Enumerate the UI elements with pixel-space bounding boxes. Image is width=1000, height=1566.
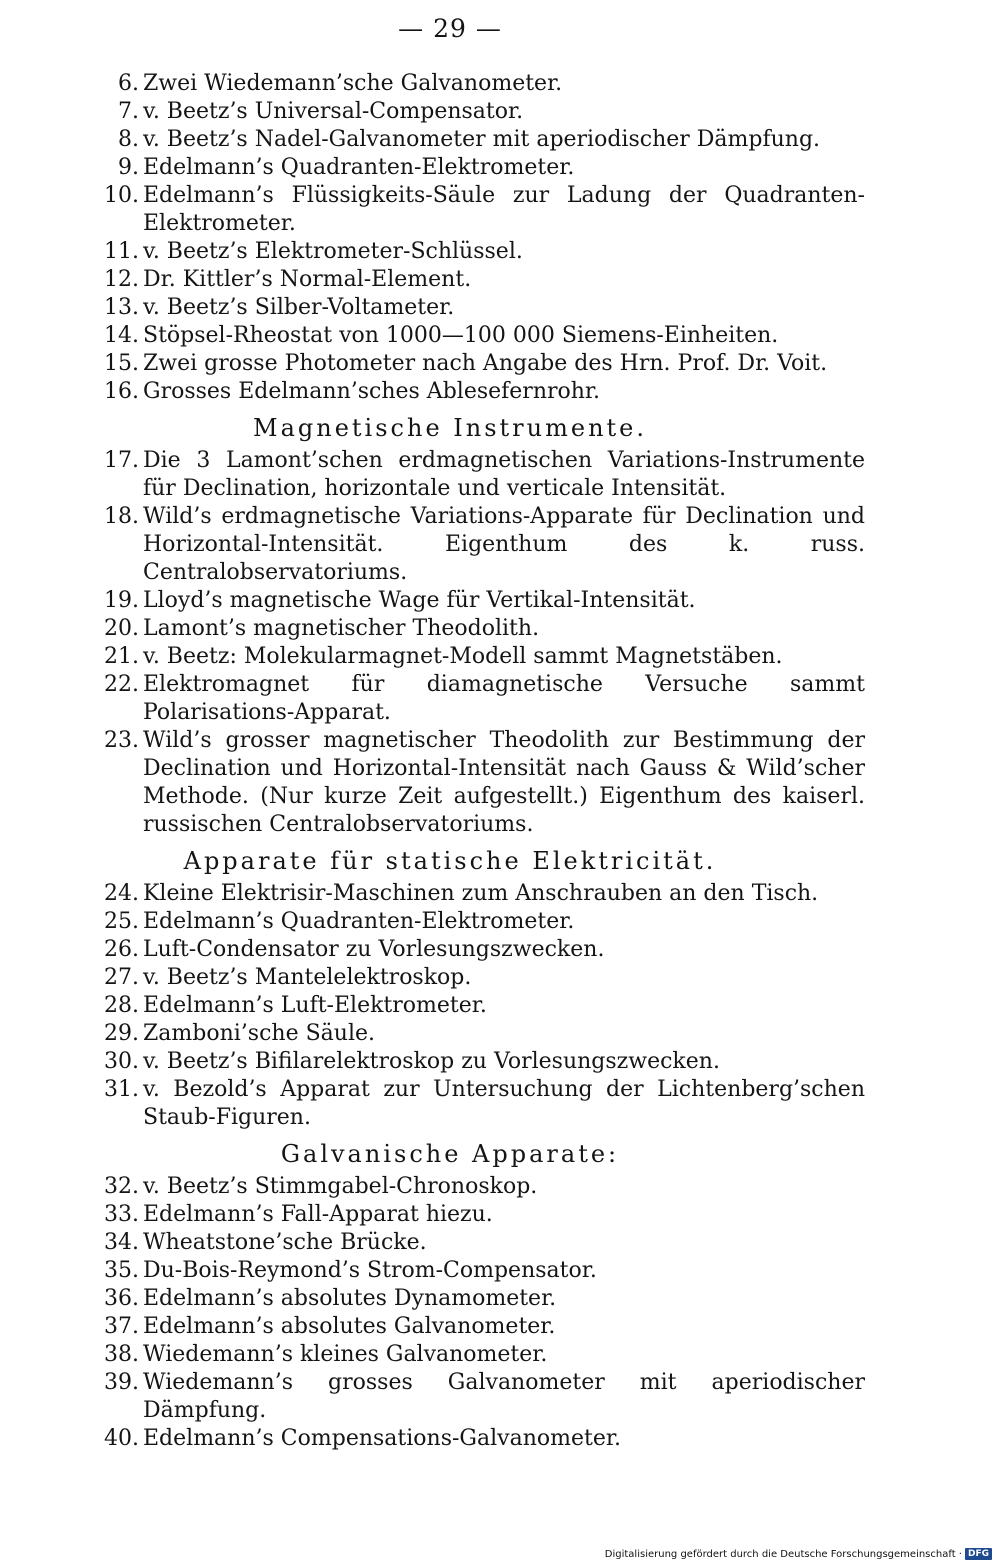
list-item (0, 378, 1000, 406)
item-number: 25. (104, 909, 139, 934)
item-number: 40. (104, 1426, 139, 1451)
item-number: 26. (104, 937, 139, 962)
item-text: Luft-Condensator zu Vorlesungszwecken. (143, 937, 605, 962)
item-number: 38. (104, 1342, 139, 1367)
item-text: Elektromagnet für diamagnetische Versuche sammt Polarisations-Apparat. (143, 672, 865, 725)
item-number: 24. (104, 881, 139, 906)
item-number: 14. (104, 323, 139, 348)
item-number: 8. (118, 127, 139, 152)
list-item (0, 266, 1000, 294)
item-text: Edelmann’s Fall-Apparat hiezu. (143, 1202, 493, 1227)
item-number: 19. (104, 588, 139, 613)
list-section (0, 70, 1000, 406)
item-number: 39. (104, 1370, 139, 1395)
item-number: 31. (104, 1077, 139, 1102)
item-text: Grosses Edelmann’sches Ablesefernrohr. (143, 379, 601, 404)
item-text: Wiedemann’s kleines Galvanometer. (143, 1342, 548, 1367)
list-item (0, 1341, 1000, 1369)
item-number: 18. (104, 504, 139, 529)
item-text: Stöpsel-Rheostat von 1000—100 000 Siemens-Einheiten. (143, 323, 779, 348)
list-item (0, 880, 1000, 908)
item-text: Lloyd’s magnetische Wage für Vertikal-Intensität. (143, 588, 696, 613)
section-heading: Apparate für statische Elektricität. (183, 847, 717, 875)
list-item (0, 936, 1000, 964)
item-number: 29. (104, 1021, 139, 1046)
item-text: Edelmann’s Luft-Elektrometer. (143, 993, 487, 1018)
list-item (0, 1369, 1000, 1425)
section-heading: Galvanische Apparate: (280, 1140, 620, 1168)
item-number: 32. (104, 1174, 139, 1199)
item-text: Dr. Kittler’s Normal-Element. (143, 267, 472, 292)
item-text: v. Beetz’s Silber-Voltameter. (143, 295, 455, 320)
list-item (0, 70, 1000, 98)
item-number: 9. (118, 155, 139, 180)
digitization-footer (605, 1548, 992, 1560)
section-heading: Magnetische Instrumente. (253, 414, 647, 442)
list-item (0, 1257, 1000, 1285)
item-number: 30. (104, 1049, 139, 1074)
footer-credit-text: Digitalisierung gefördert durch die Deutsche Forschungsgemeinschaft · (604, 1548, 962, 1560)
item-text: Edelmann’s absolutes Dynamometer. (143, 1286, 557, 1311)
item-text: v. Bezold’s Apparat zur Untersuchung der Lichtenberg’schen Staub-Figuren. (143, 1077, 865, 1130)
item-text: Wiedemann’s grosses Galvanometer mit aperiodischer Dämpfung. (143, 1370, 865, 1423)
item-text: v. Beetz’s Stimmgabel-Chronoskop. (143, 1174, 538, 1199)
item-text: v. Beetz: Molekularmagnet-Modell sammt Magnetstäben. (143, 644, 783, 669)
item-number: 37. (104, 1314, 139, 1339)
item-number: 22. (104, 672, 139, 697)
list-item (0, 350, 1000, 378)
list-item (0, 98, 1000, 126)
list-item (0, 643, 1000, 671)
list-item (0, 1425, 1000, 1453)
item-text: Du-Bois-Reymond’s Strom-Compensator. (143, 1258, 597, 1283)
item-number: 11. (104, 239, 139, 264)
item-number: 6. (118, 71, 139, 96)
item-text: Zwei grosse Photometer nach Angabe des Hrn. Prof. Dr. Voit. (143, 351, 828, 376)
list-item (0, 182, 1000, 238)
item-text: Wild’s grosser magnetischer Theodolith zur Bestimmung der Declination und Horizontal-Intensität nach Gauss & Wild’scher Methode. (Nur kurze Zeit aufgestellt.) Eigenthum des kaiserl. russischen Centralobservatoriums. (143, 728, 865, 837)
list-item (0, 294, 1000, 322)
list-item (0, 615, 1000, 643)
item-text: Edelmann’s Quadranten-Elektrometer. (143, 909, 575, 934)
item-number: 21. (104, 644, 139, 669)
dfg-logo: DFG (965, 1548, 992, 1560)
item-text: Edelmann’s Compensations-Galvanometer. (143, 1426, 621, 1451)
item-text: Wheatstone’sche Brücke. (143, 1230, 427, 1255)
list-item (0, 322, 1000, 350)
list-item (0, 1285, 1000, 1313)
list-item (0, 238, 1000, 266)
list-item (0, 992, 1000, 1020)
item-text: v. Beetz’s Universal-Compensator. (143, 99, 524, 124)
list-section (0, 1136, 1000, 1453)
list-item (0, 447, 1000, 503)
list-item (0, 1201, 1000, 1229)
item-text: v. Beetz’s Mantelelektroskop. (143, 965, 472, 990)
list-item (0, 126, 1000, 154)
item-text: Wild’s erdmagnetische Variations-Apparate für Declination und Horizontal-Intensität. Eigenthum des k. russ. Centralobservatoriums. (143, 504, 865, 585)
list-item (0, 587, 1000, 615)
list-item (0, 1173, 1000, 1201)
item-text: Zamboni’sche Säule. (143, 1021, 375, 1046)
item-number: 15. (104, 351, 139, 376)
list-item (0, 1020, 1000, 1048)
item-text: v. Beetz’s Elektrometer-Schlüssel. (143, 239, 523, 264)
item-text: Kleine Elektrisir-Maschinen zum Anschrauben an den Tisch. (143, 881, 819, 906)
item-text: Zwei Wiedemann’sche Galvanometer. (143, 71, 563, 96)
list-section (0, 843, 1000, 1132)
list-item (0, 1313, 1000, 1341)
item-text: Edelmann’s Flüssigkeits-Säule zur Ladung der Quadranten-Elektrometer. (143, 183, 865, 236)
item-text: v. Beetz’s Bifilarelektroskop zu Vorlesungszwecken. (143, 1049, 720, 1074)
list-item (0, 671, 1000, 727)
item-number: 20. (104, 616, 139, 641)
list-item (0, 154, 1000, 182)
item-text: Lamont’s magnetischer Theodolith. (143, 616, 540, 641)
item-text: Die 3 Lamont’schen erdmagnetischen Variations-Instrumente für Declination, horizontale und verticale Intensität. (143, 448, 865, 501)
item-number: 12. (104, 267, 139, 292)
item-number: 23. (104, 728, 139, 753)
item-number: 13. (104, 295, 139, 320)
item-number: 35. (104, 1258, 139, 1283)
list-section (0, 410, 1000, 839)
list-item (0, 503, 1000, 587)
item-number: 27. (104, 965, 139, 990)
item-number: 16. (104, 379, 139, 404)
item-number: 36. (104, 1286, 139, 1311)
page-number: — 29 — (398, 14, 502, 43)
list-item (0, 1229, 1000, 1257)
item-number: 7. (118, 99, 139, 124)
item-number: 34. (104, 1230, 139, 1255)
item-number: 28. (104, 993, 139, 1018)
item-text: v. Beetz’s Nadel-Galvanometer mit aperiodischer Dämpfung. (143, 127, 821, 152)
item-text: Edelmann’s Quadranten-Elektrometer. (143, 155, 575, 180)
item-number: 33. (104, 1202, 139, 1227)
item-number: 10. (104, 183, 139, 208)
inventory-list (0, 70, 1000, 1453)
list-item (0, 727, 1000, 839)
list-item (0, 1048, 1000, 1076)
list-item (0, 964, 1000, 992)
list-item (0, 1076, 1000, 1132)
list-item (0, 908, 1000, 936)
item-text: Edelmann’s absolutes Galvanometer. (143, 1314, 556, 1339)
item-number: 17. (104, 448, 139, 473)
